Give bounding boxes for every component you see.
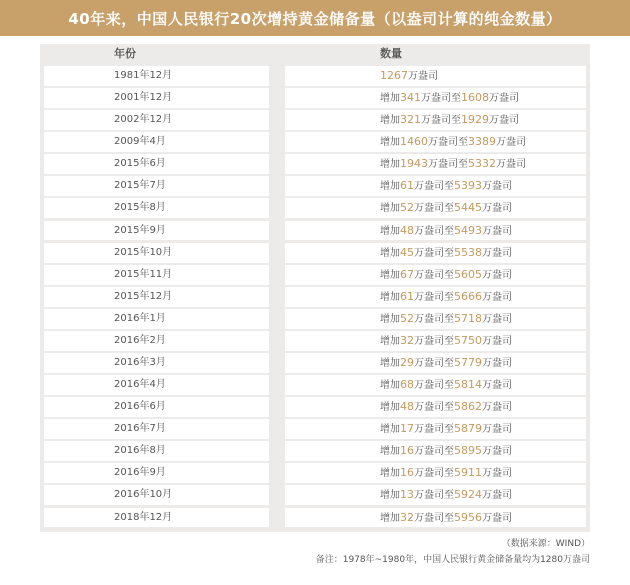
unit-suffix: 万盎司	[482, 291, 512, 303]
table-row-amount	[285, 441, 586, 461]
increase-prefix: 增加	[380, 269, 400, 281]
table-row-year: 2002年12月	[44, 110, 269, 130]
table-row-year: 2015年7月	[44, 176, 269, 196]
total-amount: 1608	[461, 91, 489, 105]
increase-amount: 1267	[380, 69, 408, 82]
unit-suffix: 万盎司	[482, 225, 512, 237]
increase-prefix: 增加	[380, 358, 400, 370]
table-row-amount	[285, 375, 586, 395]
unit-text: 万盎司至	[414, 225, 454, 237]
table-row-amount	[285, 508, 586, 528]
increase-amount: 16	[400, 466, 414, 480]
unit-text: 万盎司至	[414, 291, 454, 303]
unit-suffix: 万盎司	[482, 358, 512, 370]
unit-text: 万盎司至	[414, 247, 454, 259]
increase-amount: 48	[400, 223, 414, 237]
unit-suffix: 万盎司	[482, 402, 512, 414]
table-row-amount	[285, 110, 586, 130]
table-row-year: 2001年12月	[44, 88, 269, 108]
unit-text: 万盎司至	[414, 402, 454, 414]
unit-suffix: 万盎司	[482, 335, 512, 347]
amount-rows	[285, 66, 586, 527]
unit-text: 万盎司至	[414, 424, 454, 436]
increase-prefix: 增加	[380, 115, 400, 127]
increase-prefix: 增加	[380, 468, 400, 480]
data-source: （数据来源：WIND）	[501, 539, 590, 549]
total-amount: 5924	[454, 488, 482, 502]
table-row-year: 2015年6月	[44, 154, 269, 174]
amount-column	[285, 44, 586, 530]
increase-amount: 68	[400, 378, 414, 392]
increase-amount: 17	[400, 422, 414, 436]
table-row-amount	[285, 463, 586, 483]
table-row-year: 2016年6月	[44, 397, 269, 417]
unit-suffix: 万盎司	[482, 181, 512, 193]
table-row-amount	[285, 287, 586, 307]
table-row-year: 2015年8月	[44, 198, 269, 218]
increase-amount: 16	[400, 444, 414, 458]
footnote: 备注：1978年~1980年，中国人民银行黄金储备量均为1280万盎司	[315, 555, 590, 565]
increase-prefix: 增加	[380, 247, 400, 259]
total-amount: 5779	[454, 356, 482, 370]
total-amount: 5862	[454, 400, 482, 414]
increase-prefix: 增加	[380, 380, 400, 392]
increase-prefix: 增加	[380, 446, 400, 458]
increase-prefix: 增加	[380, 335, 400, 347]
increase-amount: 52	[400, 311, 414, 325]
table-row-year: 2015年12月	[44, 287, 269, 307]
amount-header: 数量	[380, 47, 402, 60]
unit-text: 万盎司至	[421, 115, 461, 127]
unit-suffix: 万盎司	[482, 380, 512, 392]
total-amount: 5879	[454, 422, 482, 436]
table-row-amount	[285, 309, 586, 329]
year-header: 年份	[114, 47, 136, 60]
unit-text: 万盎司至	[414, 203, 454, 215]
unit-suffix: 万盎司	[482, 446, 512, 458]
increase-amount: 1460	[400, 135, 428, 149]
total-amount: 3389	[468, 135, 496, 149]
table-row-amount	[285, 88, 586, 108]
increase-amount: 52	[400, 201, 414, 215]
increase-prefix: 增加	[380, 159, 400, 171]
increase-amount: 32	[400, 510, 414, 524]
total-amount: 5445	[454, 201, 482, 215]
increase-prefix: 增加	[380, 181, 400, 193]
table-row-amount	[285, 331, 586, 351]
unit-text: 万盎司至	[414, 358, 454, 370]
increase-prefix: 增加	[380, 225, 400, 237]
table-row-year: 2016年9月	[44, 463, 269, 483]
total-amount: 5493	[454, 223, 482, 237]
table-row-amount	[285, 221, 586, 241]
total-amount: 1929	[461, 113, 489, 127]
total-amount: 5666	[454, 289, 482, 303]
table-row-year: 2015年11月	[44, 265, 269, 285]
table-row-amount	[285, 154, 586, 174]
unit-text: 万盎司至	[414, 181, 454, 193]
increase-amount: 32	[400, 333, 414, 347]
increase-amount: 13	[400, 488, 414, 502]
unit-text: 万盎司至	[421, 93, 461, 105]
increase-prefix: 增加	[380, 402, 400, 414]
year-rows	[44, 66, 269, 527]
unit-suffix: 万盎司	[482, 424, 512, 436]
increase-amount: 61	[400, 179, 414, 193]
unit-suffix: 万盎司	[482, 269, 512, 281]
table-row-amount	[285, 419, 586, 439]
unit-suffix: 万盎司	[489, 93, 519, 105]
increase-prefix: 增加	[380, 512, 400, 524]
total-amount: 5718	[454, 311, 482, 325]
unit-suffix: 万盎司	[482, 203, 512, 215]
increase-amount: 321	[400, 113, 421, 127]
unit-suffix: 万盎司	[489, 115, 519, 127]
increase-amount: 61	[400, 289, 414, 303]
increase-prefix: 增加	[380, 291, 400, 303]
increase-prefix: 增加	[380, 93, 400, 105]
table-row-amount	[285, 66, 586, 86]
unit-suffix: 万盎司	[482, 468, 512, 480]
increase-amount: 45	[400, 245, 414, 259]
table-row-year: 2016年10月	[44, 485, 269, 505]
table-row-year: 2016年2月	[44, 331, 269, 351]
increase-prefix: 增加	[380, 203, 400, 215]
total-amount: 5895	[454, 444, 482, 458]
unit-suffix: 万盎司	[482, 247, 512, 259]
unit-text: 万盎司至	[414, 512, 454, 524]
increase-prefix: 增加	[380, 424, 400, 436]
total-amount: 5911	[454, 466, 482, 480]
table-row-amount	[285, 265, 586, 285]
total-amount: 5538	[454, 245, 482, 259]
unit-text: 万盎司至	[428, 137, 468, 149]
table-row-amount	[285, 397, 586, 417]
table-row-year: 2018年12月	[44, 508, 269, 528]
unit-suffix: 万盎司	[482, 313, 512, 325]
table-row-amount	[285, 353, 586, 373]
total-amount: 5332	[468, 157, 496, 171]
total-amount: 5814	[454, 378, 482, 392]
increase-prefix: 增加	[380, 137, 400, 149]
unit-suffix: 万盎司	[482, 490, 512, 502]
unit-suffix: 万盎司	[496, 137, 526, 149]
table-row-year: 2016年8月	[44, 441, 269, 461]
table-row-amount	[285, 243, 586, 263]
table-row-amount	[285, 176, 586, 196]
table-row-year: 2016年1月	[44, 309, 269, 329]
increase-prefix: 增加	[380, 490, 400, 502]
year-column	[44, 44, 269, 530]
table-row-amount	[285, 198, 586, 218]
page-title: 40年来，中国人民银行20次增持黄金储备量（以盎司计算的纯金数量）	[0, 0, 630, 36]
table-row-amount	[285, 132, 586, 152]
table-row-year: 2016年7月	[44, 419, 269, 439]
unit-text: 万盎司至	[414, 269, 454, 281]
unit-suffix: 万盎司	[496, 159, 526, 171]
total-amount: 5393	[454, 179, 482, 193]
unit-text: 万盎司至	[414, 468, 454, 480]
unit-text: 万盎司	[408, 71, 438, 82]
unit-text: 万盎司至	[414, 313, 454, 325]
total-amount: 5750	[454, 333, 482, 347]
table-row-year: 2016年3月	[44, 353, 269, 373]
increase-amount: 29	[400, 356, 414, 370]
unit-text: 万盎司至	[428, 159, 468, 171]
table-row-year: 2016年4月	[44, 375, 269, 395]
unit-text: 万盎司至	[414, 380, 454, 392]
table-row-year: 2009年4月	[44, 132, 269, 152]
unit-text: 万盎司至	[414, 446, 454, 458]
total-amount: 5605	[454, 267, 482, 281]
increase-amount: 48	[400, 400, 414, 414]
table-row-year: 1981年12月	[44, 66, 269, 86]
increase-amount: 341	[400, 91, 421, 105]
unit-text: 万盎司至	[414, 335, 454, 347]
gold-reserve-table	[40, 44, 590, 532]
total-amount: 5956	[454, 510, 482, 524]
increase-amount: 67	[400, 267, 414, 281]
table-row-amount	[285, 485, 586, 505]
table-row-year: 2015年9月	[44, 221, 269, 241]
increase-prefix: 增加	[380, 313, 400, 325]
unit-suffix: 万盎司	[482, 512, 512, 524]
unit-text: 万盎司至	[414, 490, 454, 502]
increase-amount: 1943	[400, 157, 428, 171]
table-row-year: 2015年10月	[44, 243, 269, 263]
